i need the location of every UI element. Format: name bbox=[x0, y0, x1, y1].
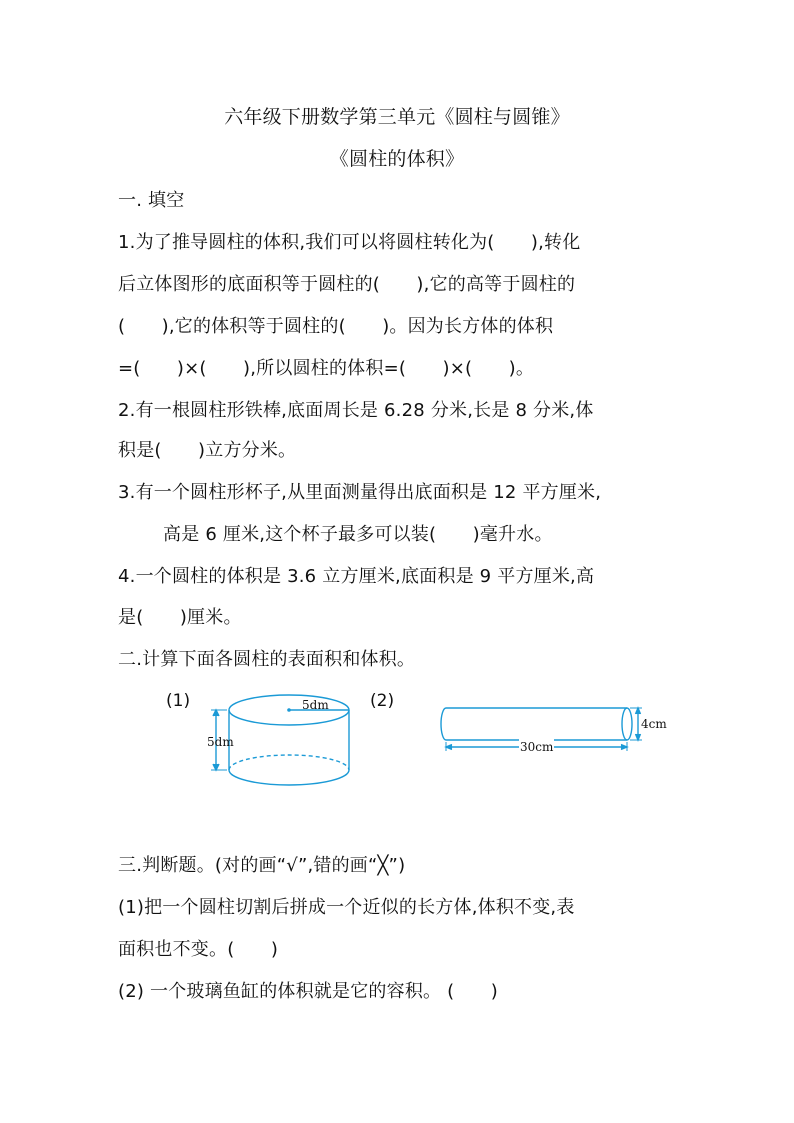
question-2-line-2: 积是( )立方分米。 bbox=[118, 440, 297, 461]
question-1-line-3: ( ),它的体积等于圆柱的( )。因为长方体的体积 bbox=[118, 316, 554, 337]
section-2-heading: 二.计算下面各圆柱的表面积和体积。 bbox=[118, 649, 416, 670]
cylinder-2-right-end bbox=[622, 708, 632, 740]
question-2-line-1: 2.有一根圆柱形铁棒,底面周长是 6.28 分米,长是 8 分米,体 bbox=[118, 400, 594, 421]
question-3-line-2: 高是 6 厘米,这个杯子最多可以装( )毫升水。 bbox=[163, 524, 553, 545]
figure-2-label: (2) bbox=[370, 691, 395, 711]
question-4-line-2: 是( )厘米。 bbox=[118, 607, 242, 628]
figure-2-length-label: 30cm bbox=[519, 736, 554, 758]
figure-1-label: (1) bbox=[166, 691, 191, 711]
section-3-heading: 三.判断题。(对的画“√”,错的画“╳”) bbox=[118, 855, 406, 876]
figure-2-diameter-label: 4cm bbox=[641, 717, 667, 731]
question-1-line-1: 1.为了推导圆柱的体积,我们可以将圆柱转化为( ),转化 bbox=[118, 232, 581, 253]
figure-1-height-label: 5dm bbox=[207, 735, 234, 749]
judge-1-line-1: (1)把一个圆柱切割后拼成一个近似的长方体,体积不变,表 bbox=[118, 897, 575, 918]
question-3-line-1: 3.有一个圆柱形杯子,从里面测量得出底面积是 12 平方厘米, bbox=[118, 482, 602, 503]
question-4-line-1: 4.一个圆柱的体积是 3.6 立方厘米,底面积是 9 平方厘米,高 bbox=[118, 566, 595, 587]
figure-1-radius-label: 5dm bbox=[302, 698, 329, 712]
question-1-line-2: 后立体图形的底面积等于圆柱的( ),它的高等于圆柱的 bbox=[118, 274, 576, 295]
section-1-heading: 一. 填空 bbox=[118, 190, 185, 211]
judge-2-line-1: (2) 一个玻璃鱼缸的体积就是它的容积。 ( ) bbox=[118, 981, 498, 1002]
page-title: 六年级下册数学第三单元《圆柱与圆锥》 bbox=[224, 106, 570, 128]
page-subtitle: 《圆柱的体积》 bbox=[329, 148, 465, 170]
cylinder-1-bottom-front-arc bbox=[229, 770, 349, 785]
cylinder-2-left-end bbox=[441, 708, 446, 740]
judge-1-line-2: 面积也不变。( ) bbox=[118, 939, 279, 960]
question-1-line-4: =( )×( ),所以圆柱的体积=( )×( )。 bbox=[118, 358, 535, 379]
cylinder-1-bottom-back-arc bbox=[229, 755, 349, 770]
